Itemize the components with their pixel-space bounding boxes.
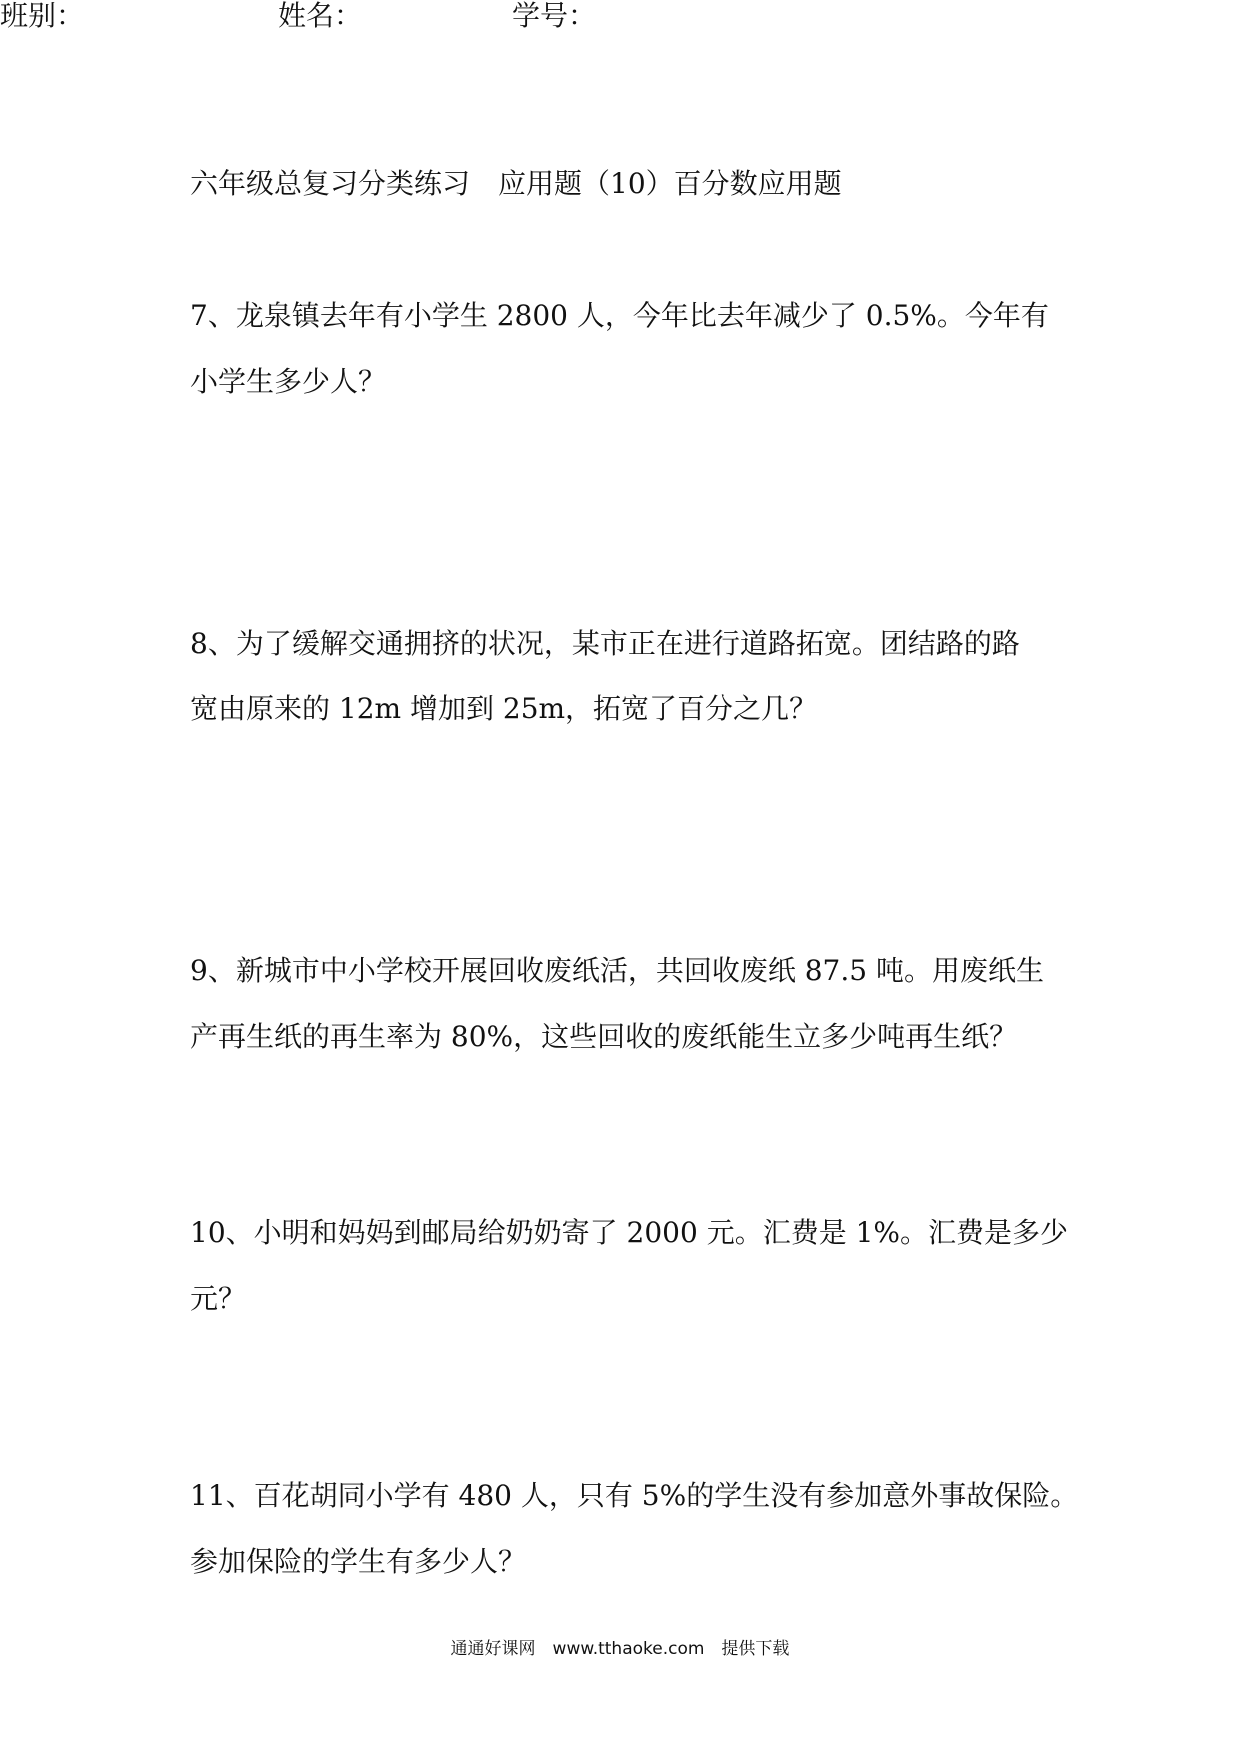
question-11-line-1: 11、百花胡同小学有 480 人，只有 5%的学生没有参加意外事故保险。: [190, 1479, 1079, 1512]
question-11-line-2: 参加保险的学生有多少人？: [190, 1545, 527, 1578]
question-8-line-1: 8、为了缓解交通拥挤的状况，某市正在进行道路拓宽。团结路的路: [190, 627, 1020, 660]
class-label: 班别：: [0, 0, 85, 32]
question-9-line-2: 产再生纸的再生率为 80%，这些回收的废纸能生立多少吨再生纸？: [190, 1020, 1018, 1053]
question-9-line-1: 9、新城市中小学校开展回收废纸活，共回收废纸 87.5 吨。用废纸生: [190, 954, 1044, 987]
question-7-line-2: 小学生多少人？: [190, 365, 387, 398]
page-title: 六年级总复习分类练习 应用题（10）百分数应用题: [190, 167, 842, 200]
page-footer: 通通好课网 www.tthaoke.com 提供下载: [450, 1639, 790, 1659]
question-10-line-1: 10、小明和妈妈到邮局给奶奶寄了 2000 元。汇费是 1%。汇费是多少: [190, 1216, 1069, 1249]
student-info-row: [0, 0, 900, 32]
student-id-label: 学号：: [512, 0, 597, 32]
name-label: 姓名：: [278, 0, 363, 32]
question-10-line-2: 元？: [190, 1282, 247, 1315]
question-8-line-2: 宽由原来的 12m 增加到 25m，拓宽了百分之几？: [190, 692, 818, 725]
question-7-line-1: 7、龙泉镇去年有小学生 2800 人，今年比去年减少了 0.5%。今年有: [190, 299, 1049, 332]
